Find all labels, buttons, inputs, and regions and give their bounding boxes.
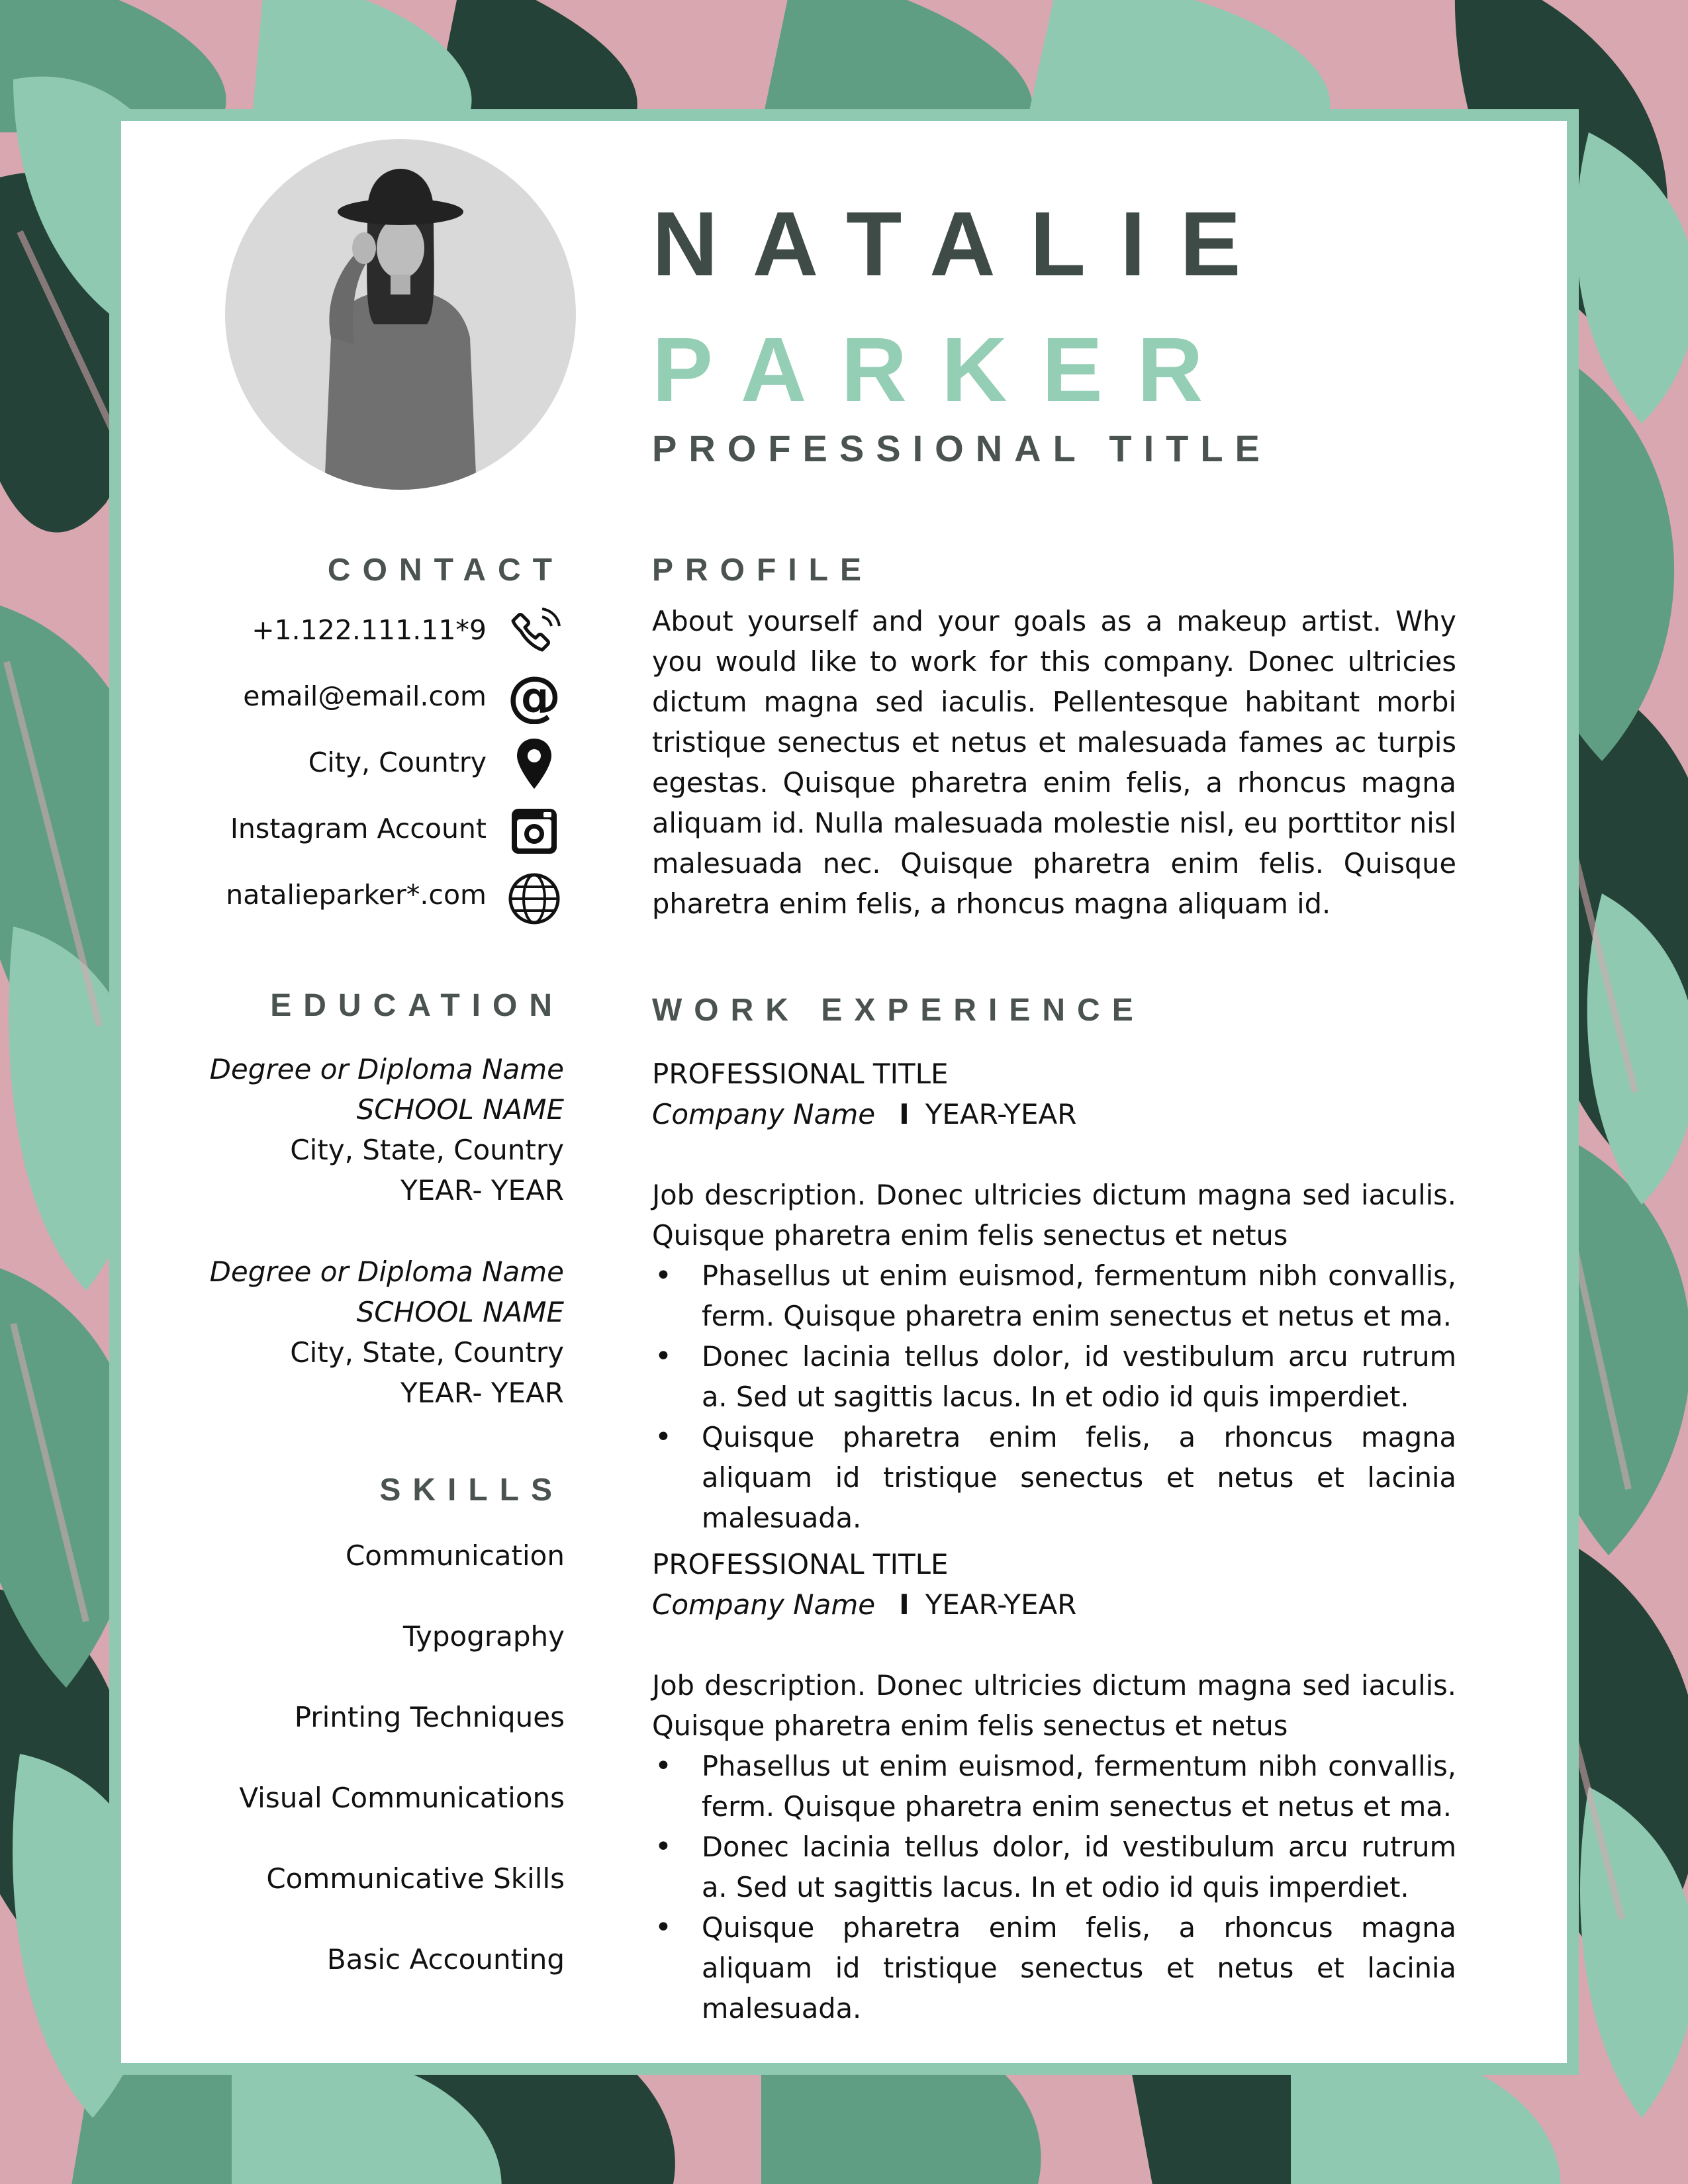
education-years: YEAR- YEAR: [400, 1377, 564, 1409]
profile-photo: [225, 139, 576, 490]
svg-text:@: @: [507, 668, 561, 724]
profile-text: About yourself and your goals as a makeup artist. Why you would like to work for this company. Donec ultricies dictum magna sed iaculis. Pellentesque habitant morbi tristique senectus et netus et malesuada fames ac turpis egestas. Quisque pharetra enim felis, a rhoncus magna aliquam id. Nulla malesuada molestie nisl, eu porttitor nisl malesuada nec. Quisque pharetra enim felis. Quisque pharetra enim felis, a rhoncus magna aliquam id.: [652, 605, 1456, 920]
school-location: City, State, Country: [290, 1336, 564, 1369]
job-bullets: [652, 1746, 1456, 2028]
education-years: YEAR- YEAR: [400, 1174, 564, 1206]
education-entry: [101, 1251, 564, 1413]
contact-phone: +1.122.111.11*9: [252, 614, 487, 646]
job-company-line: [652, 1588, 1077, 1621]
contact-email: email@email.com: [243, 680, 487, 712]
contact-website: natalieparker*.com: [226, 879, 487, 911]
profile-heading: PROFILE: [652, 553, 874, 588]
phone-icon: [506, 601, 562, 657]
education-entry: [101, 1049, 564, 1210]
skill-item: Typography: [402, 1620, 565, 1653]
school-location: City, State, Country: [290, 1134, 564, 1166]
first-name: NATALIE: [652, 193, 1276, 295]
last-name: PARKER: [652, 319, 1238, 421]
separator: I: [899, 1588, 910, 1621]
education-heading: EDUCATION: [270, 988, 564, 1023]
list-item: • Donec lacinia tellus dolor, id vestibulum arcu rutrum a. Sed ut sagittis lacus. In et odio id quis imperdiet.: [652, 1827, 1456, 1907]
instagram-icon: [506, 803, 562, 859]
job-title: PROFESSIONAL TITLE: [652, 1548, 949, 1580]
job-title: PROFESSIONAL TITLE: [652, 1058, 949, 1090]
location-pin-icon: [506, 736, 562, 792]
professional-title: PROFESSIONAL TITLE: [652, 428, 1272, 469]
job-years: YEAR-YEAR: [925, 1098, 1077, 1130]
contact-instagram: Instagram Account: [230, 813, 487, 844]
contact-heading: CONTACT: [327, 553, 564, 588]
job-bullets: [652, 1255, 1456, 1538]
list-item: • Quisque pharetra enim felis, a rhoncus magna aliquam id tristique senectus et netus et lacinia malesuada.: [652, 1417, 1456, 1538]
job-description: Job description. Donec ultricies dictum magna sed iaculis. Quisque pharetra enim felis senectus et netus: [652, 1179, 1456, 1251]
separator: I: [899, 1098, 910, 1130]
company-name: Company Name: [652, 1098, 876, 1130]
degree-name: Degree or Diploma Name: [209, 1053, 564, 1085]
job-company-line: [652, 1098, 1077, 1130]
list-item: • Phasellus ut enim euismod, fermentum nibh convallis, ferm. Quisque pharetra enim senectus et netus et ma.: [652, 1255, 1456, 1336]
school-name: SCHOOL NAME: [356, 1093, 564, 1126]
globe-icon: [506, 871, 562, 927]
contact-location: City, Country: [308, 747, 487, 778]
job-years: YEAR-YEAR: [925, 1588, 1077, 1621]
school-name: SCHOOL NAME: [356, 1296, 564, 1328]
skill-item: Basic Accounting: [326, 1943, 565, 1976]
degree-name: Degree or Diploma Name: [209, 1255, 564, 1288]
skill-item: Communicative Skills: [266, 1862, 565, 1895]
company-name: Company Name: [652, 1588, 876, 1621]
skills-heading: SKILLS: [379, 1473, 564, 1508]
list-item: • Phasellus ut enim euismod, fermentum nibh convallis, ferm. Quisque pharetra enim senectus et netus et ma.: [652, 1746, 1456, 1827]
list-item: • Donec lacinia tellus dolor, id vestibulum arcu rutrum a. Sed ut sagittis lacus. In et odio id quis imperdiet.: [652, 1336, 1456, 1417]
skill-item: Printing Techniques: [294, 1701, 565, 1733]
skill-item: Communication: [345, 1539, 565, 1572]
list-item: • Quisque pharetra enim felis, a rhoncus magna aliquam id tristique senectus et netus et lacinia malesuada.: [652, 1907, 1456, 2028]
job-description: Job description. Donec ultricies dictum magna sed iaculis. Quisque pharetra enim felis senectus et netus: [652, 1669, 1456, 1742]
skill-item: Visual Communications: [239, 1782, 565, 1814]
work-experience-heading: WORK EXPERIENCE: [652, 993, 1145, 1028]
at-sign-icon: [506, 668, 562, 724]
